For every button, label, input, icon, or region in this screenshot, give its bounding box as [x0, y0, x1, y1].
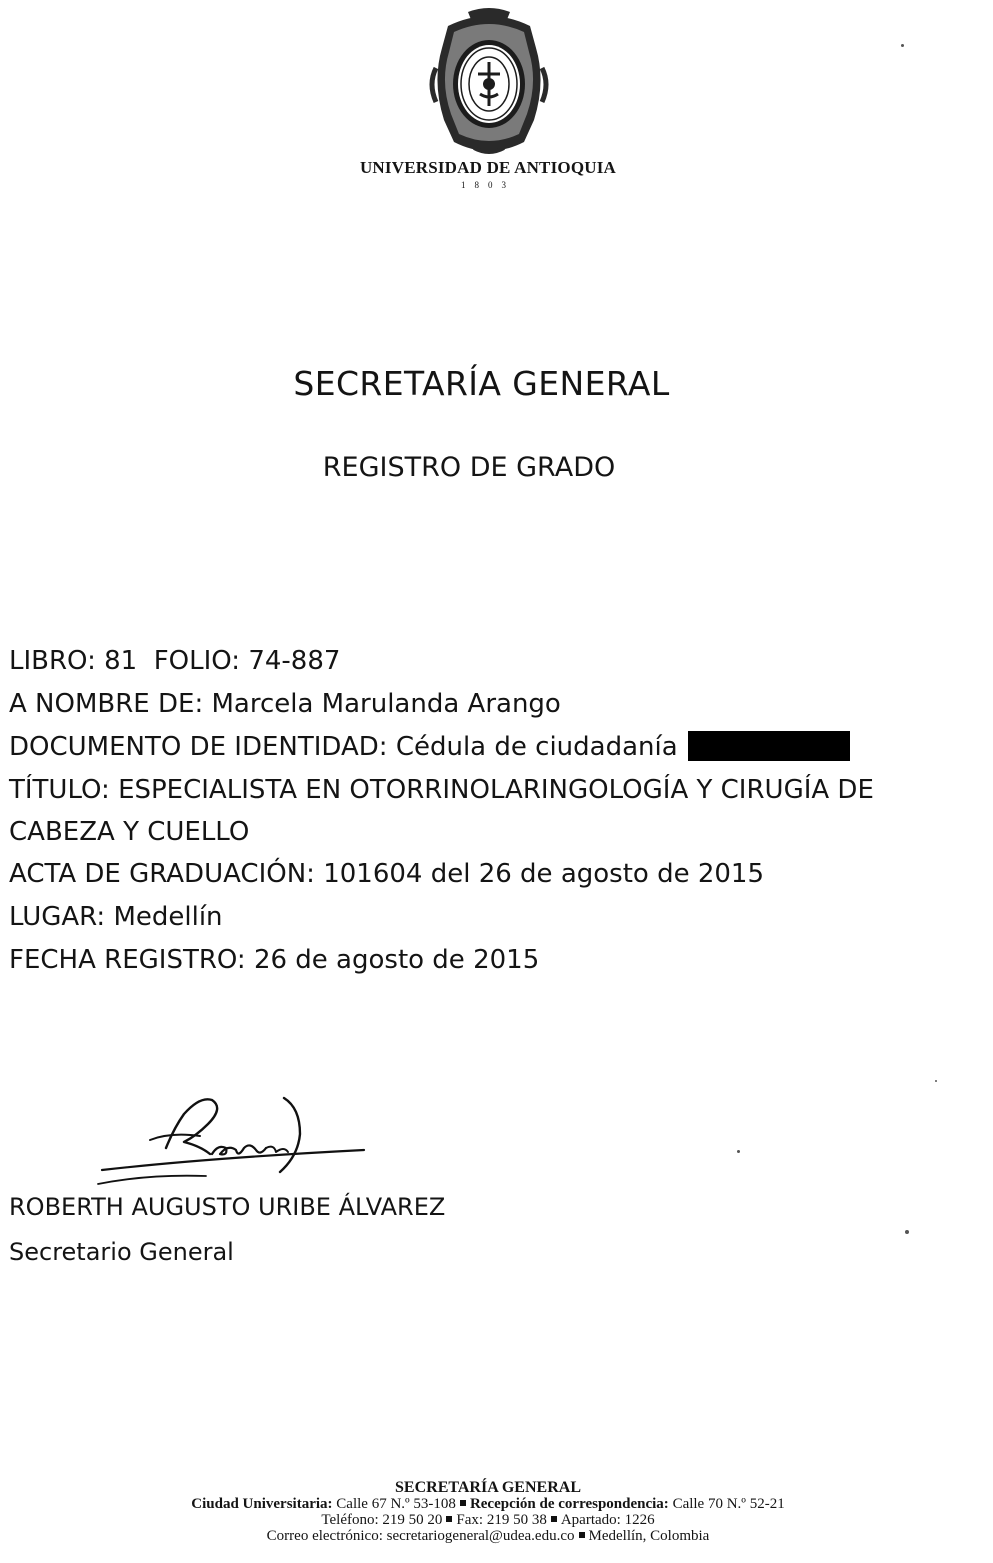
mail-address: Calle 70 N.º 52-21 [672, 1496, 785, 1512]
documento-label: DOCUMENTO DE IDENTIDAD: [9, 732, 388, 762]
university-founding-year: 1803 [461, 180, 515, 190]
campus-address: Calle 67 N.º 53-108 [336, 1496, 456, 1512]
po-box: Apartado: 1226 [560, 1512, 655, 1528]
bullet-square-icon [446, 1516, 452, 1522]
lugar-label: LUGAR: [9, 902, 106, 932]
city: Medellín, Colombia [588, 1528, 710, 1544]
titulo-value: ESPECIALISTA EN OTORRINOLARINGOLOGÍA Y CIRUGÍA DE CABEZA Y CUELLO [9, 775, 874, 847]
bullet-square-icon [579, 1532, 585, 1538]
fax: Fax: 219 50 38 [456, 1512, 547, 1528]
record-documento [9, 726, 984, 769]
nombre-label: A NOMBRE DE: [9, 689, 204, 719]
signatory-role: Secretario General [9, 1238, 234, 1266]
bullet-square-icon [551, 1516, 557, 1522]
phone: Teléfono: 219 50 20 [321, 1512, 443, 1528]
fecha-value: 26 de agosto de 2015 [253, 945, 540, 975]
fecha-label: FECHA REGISTRO: [9, 945, 246, 975]
scan-speck [905, 1230, 909, 1234]
record-fecha [9, 939, 984, 982]
footer-title: SECRETARÍA GENERAL [395, 1479, 581, 1496]
mail-label: Recepción de correspondencia: [469, 1496, 669, 1512]
university-name: UNIVERSIDAD DE ANTIOQUIA [359, 158, 617, 177]
scan-speck [737, 1150, 740, 1153]
page-title: SECRETARÍA GENERAL [293, 364, 670, 403]
record-acta [9, 853, 984, 896]
nombre-value: Marcela Marulanda Arango [211, 689, 561, 719]
footer-contacts [0, 1512, 976, 1528]
university-crest-icon [428, 8, 550, 156]
documento-value: Cédula de ciudadanía [395, 732, 678, 762]
libro-label: LIBRO: [9, 646, 96, 676]
record-lugar [9, 896, 984, 939]
record-libro-folio [9, 640, 984, 683]
footer-email-line [0, 1528, 976, 1544]
redaction-bar [688, 731, 850, 761]
footer [0, 1480, 976, 1544]
record-nombre [9, 683, 984, 726]
page-subtitle: REGISTRO DE GRADO [322, 452, 616, 483]
email: Correo electrónico: secretariogeneral@udea.edu.co [266, 1528, 575, 1544]
acta-label: ACTA DE GRADUACIÓN: [9, 859, 315, 889]
lugar-value: Medellín [113, 902, 223, 932]
libro-value: 81 [104, 646, 138, 676]
degree-record [9, 640, 984, 982]
scan-speck [935, 1080, 937, 1082]
folio-label: FOLIO: [153, 646, 241, 676]
footer-addresses [0, 1496, 976, 1512]
acta-value: 101604 del 26 de agosto de 2015 [323, 859, 765, 889]
titulo-label: TÍTULO: [9, 775, 110, 805]
record-titulo [9, 769, 984, 853]
signatory-name: ROBERTH AUGUSTO URIBE ÁLVAREZ [9, 1193, 446, 1221]
folio-value: 74-887 [248, 646, 341, 676]
handwritten-signature [88, 1088, 373, 1200]
scan-speck [901, 44, 904, 47]
campus-label: Ciudad Universitaria: [191, 1496, 333, 1512]
bullet-square-icon [460, 1500, 466, 1506]
